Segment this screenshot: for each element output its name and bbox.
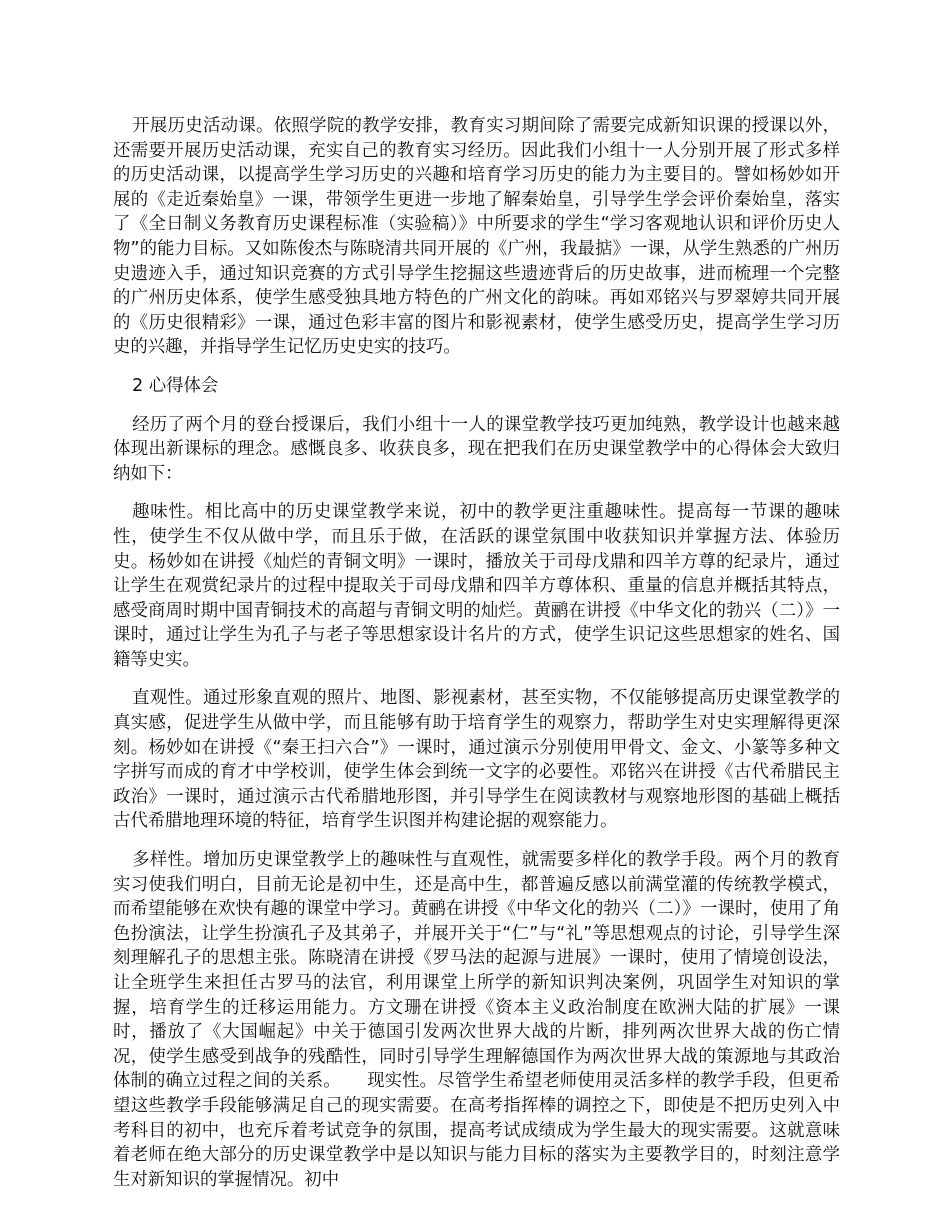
paragraph-interest: 趣味性。相比高中的历史课堂教学来说，初中的教学更注重趣味性。提高每一节课的趣味性，使学生不仅从做中学，而且乐于做，在活跃的课堂氛围中收获知识并掌握方法、体验历史。杨妙如在讲授《灿烂的青铜文明》一课时，播放关于司母戊鼎和四羊方尊的纪录片，通过让学生在观赏纪录片的过程中提取关于司母戊鼎和四羊方尊体积、重量的信息并概括其特点，感受商周时期中国青铜技术的高超与青铜文明的灿烂。黄鹂在讲授《中华文化的勃兴（二）》一课时，通过让学生为孔子与老子等思想家设计名片的方式，使学生识记这些思想家的姓名、国籍等史实。 — [113, 502, 840, 670]
paragraph-activity-lessons: 开展历史活动课。依照学院的教学安排，教育实习期间除了需要完成新知识课的授课以外，还需要开展历史活动课，充实自己的教育实习经历。因此我们小组十一人分别开展了形式多样的历史活动课，以提高学生学习历史的兴趣和培育学习历史的能力为主要目的。譬如杨妙如开展的《走近秦始皇》一课，带领学生更进一步地了解秦始皇，引导学生学会评价秦始皇，落实了《全日制义务教育历史课程标准（实验稿）》中所要求的学生“学习客观地认识和评价历史人物”的能力目标。又如陈俊杰与陈晓清共同开展的《广州，我最掂》一课，从学生熟悉的广州历史遗迹入手，通过知识竞赛的方式引导学生挖掘这些遗迹背后的历史故事，进而梳理一个完整的广州历史体系，使学生感受独具地方特色的广州文化的韵味。再如邓铭兴与罗翠婷共同开展的《历史很精彩》一课，通过色彩丰富的图片和影视素材，使学生感受历史，提高学生学习历史的兴趣，并指导学生记忆历史史实的技巧。 — [113, 116, 840, 358]
section-heading-experience: 2 心得体会 — [132, 375, 219, 396]
document-page — [113, 114, 840, 1206]
paragraph-intro: 经历了两个月的登台授课后，我们小组十一人的课堂教学技巧更加纯熟，教学设计也越来越体现出新课标的理念。感慨良多、收获良多，现在把我们在历史课堂教学中的心得体会大致归纳如下： — [113, 414, 840, 484]
paragraph-intuitiveness: 直观性。通过形象直观的照片、地图、影视素材，甚至实物，不仅能够提高历史课堂教学的真实感，促进学生从做中学，而且能够有助于培育学生的观察力，帮助学生对史实理解得更深刻。杨妙如在讲授《“秦王扫六合”》一课时，通过演示分别使用甲骨文、金文、小篆等多种文字拼写而成的育才中学校训，使学生体会到统一文字的必要性。邓铭兴在讲授《古代希腊民主政治》一课时，通过演示古代希腊地形图，并引导学生在阅读教材与观察地形图的基础上概括古代希腊地理环境的特征，培育学生识图并构建论据的观察能力。 — [113, 688, 840, 832]
paragraph-diversity-reality: 多样性。增加历史课堂教学上的趣味性与直观性，就需要多样化的教学手段。两个月的教育实习使我们明白，目前无论是初中生，还是高中生，都普遍反感以前满堂灌的传统教学模式，而希望能够在欢快有趣的课堂中学习。黄鹂在讲授《中华文化的勃兴（二）》一课时，使用了角色扮演法，让学生扮演孔子及其弟子，并展开关于“仁”与“礼”等思想观点的讨论，引导学生深刻理解孔子的思想主张。陈晓清在讲授《罗马法的起源与进展》一课时，使用了情境创设法，让全班学生来担任古罗马的法官，利用课堂上所学的新知识判决案例，巩固学生对知识的掌握，培育学生的迁移运用能力。方文珊在讲授《资本主义政治制度在欧洲大陆的扩展》一课时，播放了《大国崛起》中关于德国引发两次世界大战的片断，排列两次世界大战的伤亡情况，使学生感受到战争的残酷性，同时引导学生理解德国作为两次世界大战的策源地与其政治体制的确立过程之间的关系。 现实性。尽管学生希望老师使用灵活多样的教学手段，但更希望这些教学手段能够满足自己的现实需要。在高考指挥棒的调控之下，即使是不把历史列入中考科目的初中，也充斥着考试竞争的氛围，提高考试成绩成为学生最大的现实需要。这就意味着老师在绝大部分的历史课堂教学中是以知识与能力目标的落实为主要教学目的，时刻注意学生对新知识的掌握情况。初中 — [113, 850, 840, 1190]
